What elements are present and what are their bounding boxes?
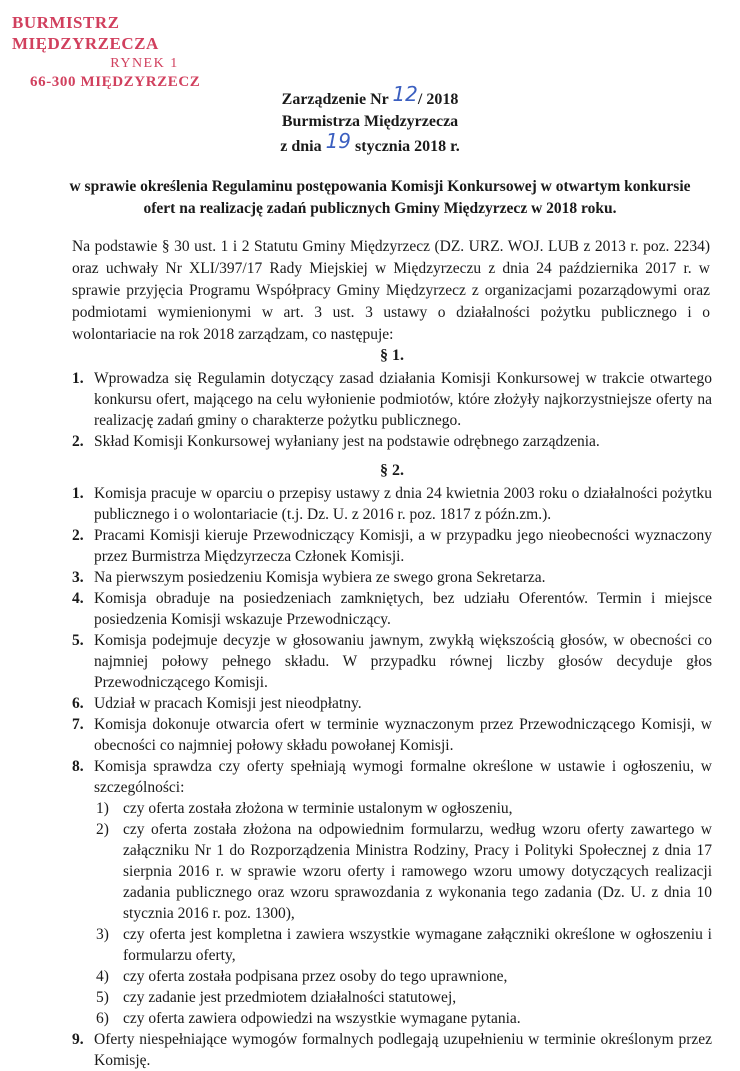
sub-list-item <box>96 924 712 966</box>
stamp-line-title: BURMISTRZ MIĘDZYRZECZA <box>12 13 159 53</box>
item-text: Oferty niespełniające wymogów formalnych podlegają uzupełnieniu w terminie określonym przez Komisję. <box>94 1031 712 1069</box>
list-item <box>72 567 712 588</box>
sub-item-text: czy oferta została złożona w terminie ustalonym w ogłoszeniu, <box>123 800 513 817</box>
handwritten-number: 12 <box>392 82 418 106</box>
sub-item-text: czy oferta została podpisana przez osoby do tego uprawnione, <box>123 968 508 985</box>
sub-item-number: 4) <box>96 968 109 985</box>
sub-items <box>94 798 712 1029</box>
list-item <box>72 368 712 431</box>
item-number: 3. <box>72 569 84 586</box>
list-item <box>72 483 712 525</box>
sub-list-item <box>96 1008 712 1029</box>
item-text: Komisja pracuje w oparciu o przepisy ustawy z dnia 24 kwietnia 2003 roku o działalności pożytku publicznego i o wolontariacie (t.j. Dz. U. z 2016 r. poz. 1817 z późn.zm.). <box>94 485 712 523</box>
section-2 <box>72 460 712 1071</box>
item-number: 7. <box>72 716 84 733</box>
item-text: Na pierwszym posiedzeniu Komisja wybiera ze swego grona Sekretarza. <box>94 569 546 586</box>
section-1 <box>72 345 712 452</box>
item-number: 4. <box>72 590 84 607</box>
list-item <box>72 693 712 714</box>
sub-item-number: 3) <box>96 926 109 943</box>
item-text: Wprowadza się Regulamin dotyczący zasad działania Komisji Konkursowej w trakcie otwartego konkursu ofert, mającego na celu wyłonienie podmiotów, które złożyły najkorzystniejsze oferty na realizację zadań gminy o charakterze pożytku publicznego. <box>94 370 712 429</box>
ordinance-subject: w sprawie określenia Regulaminu postępowania Komisji Konkursowej w otwartym konkursie ofert na realizację zadań publicznych Gminy Międzyrzecz w 2018 roku. <box>69 178 691 217</box>
stamp-line-street: RYNEK 1 <box>110 56 179 71</box>
list-item <box>72 630 712 693</box>
item-number: 2. <box>72 527 84 544</box>
item-number: 2. <box>72 433 84 450</box>
sub-item-text: czy zadanie jest przedmiotem działalności statutowej, <box>123 989 457 1006</box>
list-item <box>72 588 712 630</box>
sub-item-number: 5) <box>96 989 109 1006</box>
sub-list-item <box>96 966 712 987</box>
sub-list-item <box>96 819 712 924</box>
ordinance-date: z dnia 19 stycznia 2018 r. <box>280 129 460 155</box>
stamp-line-city: 66-300 MIĘDZYRZECZ <box>30 74 201 90</box>
item-text: Komisja dokonuje otwarcia ofert w terminie wyznaczonym przez Przewodniczącego Komisji, w obecności co najmniej połowy składu powołanej Komisji. <box>94 716 712 754</box>
item-number: 1. <box>72 370 84 387</box>
item-number: 6. <box>72 695 84 712</box>
item-text: Skład Komisji Konkursowej wyłaniany jest na podstawie odrębnego zarządzenia. <box>94 433 600 450</box>
sub-item-text: czy oferta jest kompletna i zawiera wszystkie wymagane załączniki określone w ogłoszeniu i formularzu oferty, <box>123 926 712 964</box>
ordinance-issuer: Burmistrza Międzyrzecza <box>281 113 459 130</box>
section-title: § 1. <box>380 347 404 364</box>
sub-item-text: czy oferta została złożona na odpowiednim formularzu, według wzoru oferty zawartego w załączniku Nr 1 do Rozporządzenia Ministra Rodziny, Pracy i Polityki Społecznej z dnia 17 sierpnia 2016 r. w sprawie wzoru oferty i ramowego wzoru umowy dotyczących realizacji zadania publicznego oraz wzoru sprawozdania z wykonania tego zadania (Dz. U. z dnia 10 stycznia 2016 r. poz. 1300), <box>123 821 712 922</box>
section-items <box>72 368 712 452</box>
list-item <box>72 431 712 452</box>
list-item <box>72 525 712 567</box>
sub-item-number: 6) <box>96 1010 109 1027</box>
handwritten-day: 19 <box>325 129 352 153</box>
item-number: 5. <box>72 632 84 649</box>
item-text: Udział w pracach Komisji jest nieodpłatny. <box>94 695 362 712</box>
item-number: 1. <box>72 485 84 502</box>
item-text: Komisja podejmuje decyzje w głosowaniu jawnym, zwykłą większością głosów, w obecności co najmniej połowy pełnego składu. W przypadku równej liczby głosów decyduje głos Przewodniczącego Komisji. <box>94 632 712 691</box>
section-title: § 2. <box>380 462 404 479</box>
sub-item-number: 1) <box>96 800 109 817</box>
item-text: Komisja sprawdza czy oferty spełniają wymogi formalne określone w ustawie i ogłoszeniu, w szczególności: <box>94 758 712 796</box>
item-number: 8. <box>72 758 84 775</box>
item-number: 9. <box>72 1031 84 1048</box>
sub-item-number: 2) <box>96 821 109 838</box>
list-item <box>72 714 712 756</box>
legal-basis-paragraph: Na podstawie § 30 ust. 1 i 2 Statutu Gminy Międzyrzecz (DZ. URZ. WOJ. LUB z 2013 r. poz. 2234) oraz uchwały Nr XLI/397/17 Rady Miejskiej w Międzyrzeczu z dnia 24 października 2017 r. w sprawie przyjęcia Programu Współpracy Gminy Międzyrzecz z organizacjami pozarządowymi oraz podmiotami wymienionymi w art. 3 ust. 3 ustawy o działalności pożytku publicznego i o wolontariacie na rok 2018 zarządzam, co następuje: <box>72 238 710 343</box>
list-item <box>72 756 712 1029</box>
sub-list-item <box>96 987 712 1008</box>
item-text: Pracami Komisji kieruje Przewodniczący Komisji, a w przypadku jego nieobecności wyznaczony przez Burmistrza Międzyrzecza Członek Komisji. <box>94 527 712 565</box>
list-item <box>72 1029 712 1071</box>
ordinance-title: Zarządzenie Nr 12/ 2018 <box>281 82 459 108</box>
section-items <box>72 483 712 1071</box>
item-text: Komisja obraduje na posiedzeniach zamkniętych, bez udziału Oferentów. Termin i miejsce posiedzenia Komisji wskazuje Przewodniczący. <box>94 590 712 628</box>
sub-list-item <box>96 798 712 819</box>
sub-item-text: czy oferta zawiera odpowiedzi na wszystkie wymagane pytania. <box>123 1010 521 1027</box>
office-stamp <box>12 12 237 92</box>
